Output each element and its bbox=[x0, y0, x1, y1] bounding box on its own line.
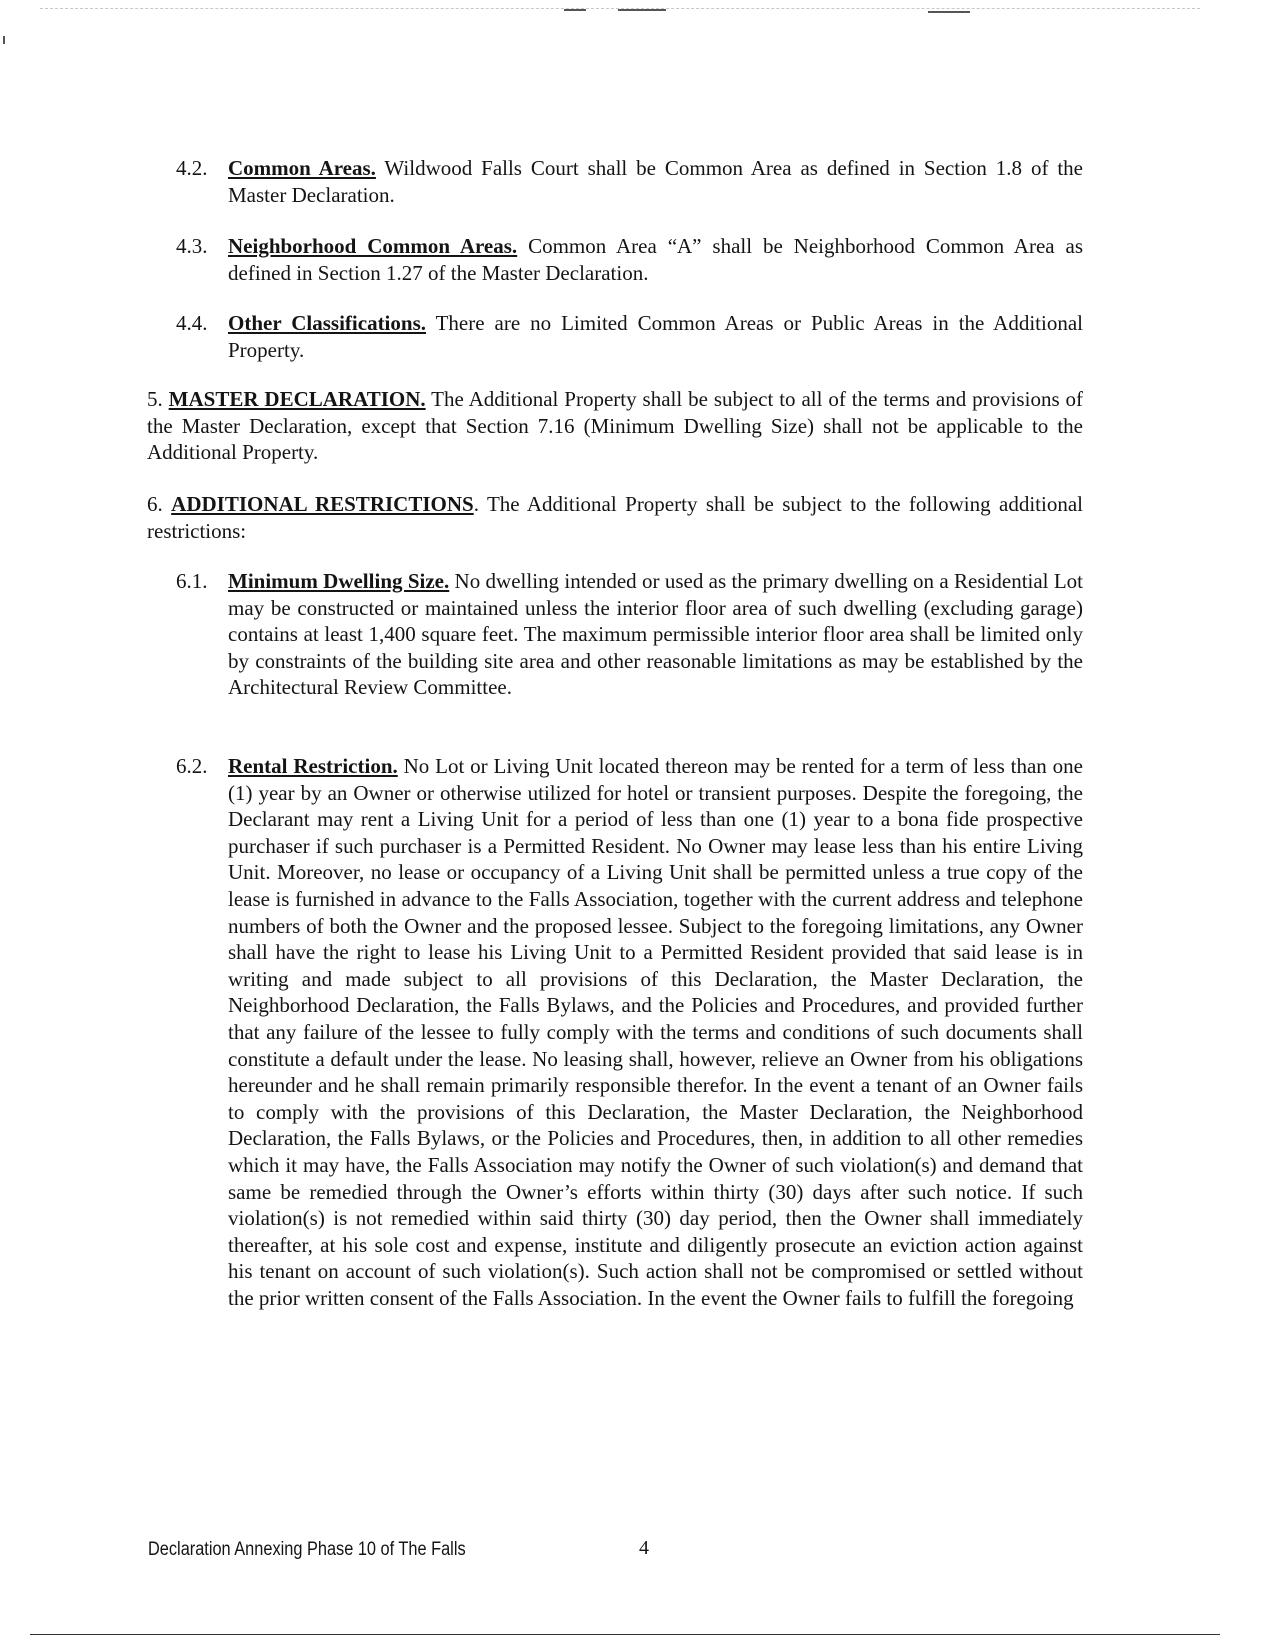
section-5-heading: MASTER DECLARATION. bbox=[168, 387, 426, 411]
section-4-3-number: 4.3. bbox=[176, 234, 208, 258]
section-6-1-number: 6.1. bbox=[176, 569, 208, 593]
section-6-number: 6. bbox=[147, 492, 163, 516]
section-6-1 bbox=[228, 568, 1083, 701]
section-6-2-text: No Lot or Living Unit located thereon may be rented for a term of less than one (1) year by an Owner or otherwise utilized for hotel or transient purposes. Despite the foregoing, the Declarant may rent a Living Unit for a period of less than one (1) year to a bona fide prospective purchaser if such purchaser is a Permitted Resident. No Owner may lease less than his entire Living Unit. Moreover, no lease or occupancy of a Living Unit shall be permitted unless a true copy of the lease is furnished in advance to the Falls Association, together with the current address and telephone numbers of both the Owner and the proposed lessee. Subject to the foregoing limitations, any Owner shall have the right to lease his Living Unit to a Permitted Resident provided that said lease is in writing and made subject to all provisions of this Declaration, the Master Declaration, the Neighborhood Declaration, the Falls Bylaws, and the Policies and Procedures, and provided further that any failure of the lessee to fully comply with the terms and conditions of such documents shall constitute a default under the lease. No leasing shall, however, relieve an Owner from his obligations hereunder and he shall remain primarily responsible therefor. In the event a tenant of an Owner fails to comply with the provisions of this Declaration, the Master Declaration, the Neighborhood Declaration, the Falls Bylaws, or the Policies and Procedures, then, in addition to all other remedies which it may have, the Falls Association may notify the Owner of such violation(s) and demand that same be remedied through the Owner’s efforts within thirty (30) days after such notice. If such violation(s) is not remedied within said thirty (30) day period, then the Owner shall immediately thereafter, at his sole cost and expense, institute and diligently prosecute an eviction action against his tenant on account of such violation(s). Such action shall not be compromised or settled without the prior written consent of the Falls Association. In the event the Owner fails to fulfill the foregoing bbox=[228, 754, 1083, 1310]
section-6-2-number: 6.2. bbox=[176, 754, 208, 778]
scan-mark bbox=[618, 9, 666, 11]
section-4-2-text: Wildwood Falls Court shall be Common Area as defined in Section 1.8 of the Master Declaration. bbox=[228, 156, 1083, 207]
scan-mark bbox=[928, 11, 970, 13]
footer-document-title: Declaration Annexing Phase 10 of The Falls bbox=[148, 1539, 466, 1560]
footer-page-number: 4 bbox=[639, 1537, 649, 1559]
section-6-text: . The Additional Property shall be subject to the following additional restrictions: bbox=[147, 492, 1083, 543]
section-5 bbox=[147, 386, 1083, 466]
scan-edge-bottom bbox=[30, 1634, 1220, 1635]
section-4-2-number: 4.2. bbox=[176, 156, 208, 180]
section-4-3-text: Common Area “A” shall be Neighborhood Common Area as defined in Section 1.27 of the Master Declaration. bbox=[228, 234, 1083, 285]
section-6 bbox=[147, 491, 1083, 544]
section-4-2 bbox=[228, 155, 1083, 208]
section-6-heading: ADDITIONAL RESTRICTIONS bbox=[171, 492, 474, 516]
section-4-3-heading: Neighborhood Common Areas. bbox=[228, 234, 518, 258]
section-6-1-text: No dwelling intended or used as the primary dwelling on a Residential Lot may be constructed or maintained unless the interior floor area of such dwelling (excluding garage) contains at least 1,400 square feet. The maximum permissible interior floor area shall be limited only by constraints of the building site area and other reasonable limitations as may be established by the Architectural Review Committee. bbox=[228, 569, 1084, 700]
scan-mark bbox=[3, 36, 5, 44]
section-6-1-heading: Minimum Dwelling Size. bbox=[228, 569, 450, 593]
section-6-2-heading: Rental Restriction. bbox=[228, 754, 398, 778]
scan-mark bbox=[564, 9, 586, 11]
section-4-4-number: 4.4. bbox=[176, 311, 208, 335]
section-4-4-text: There are no Limited Common Areas or Public Areas in the Additional Property. bbox=[228, 311, 1083, 362]
section-4-4-heading: Other Classifications. bbox=[228, 311, 426, 335]
section-6-2 bbox=[228, 753, 1083, 1311]
section-5-text: The Additional Property shall be subject to all of the terms and provisions of the Master Declaration, except that Section 7.16 (Minimum Dwelling Size) shall not be applicable to the Additional Property. bbox=[147, 387, 1084, 465]
section-4-2-heading: Common Areas. bbox=[228, 156, 376, 180]
section-5-number: 5. bbox=[147, 387, 163, 411]
section-4-4 bbox=[228, 310, 1083, 363]
section-4-3 bbox=[228, 233, 1083, 286]
